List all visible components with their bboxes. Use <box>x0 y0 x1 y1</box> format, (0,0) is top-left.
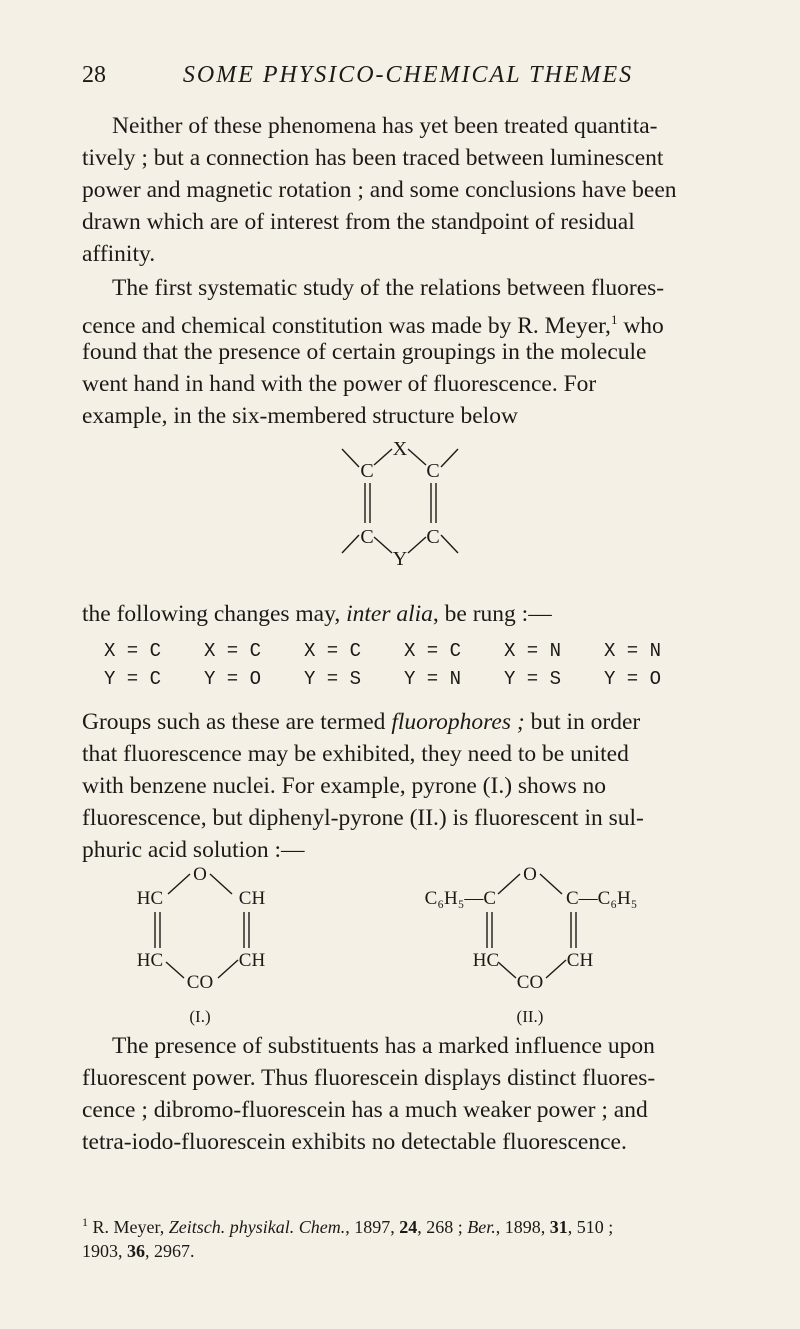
bold-text: 31 <box>549 1217 568 1237</box>
six-membered-ring-diagram <box>0 425 800 595</box>
text-line <box>82 706 740 738</box>
text-fragment: , 2967. <box>145 1241 195 1261</box>
bond-line <box>441 449 458 467</box>
pyrone-structure <box>137 864 266 1026</box>
text-line: fluorescent power. Thus fluorescein displays distinct fluores- <box>82 1065 656 1091</box>
bond-line <box>540 874 562 894</box>
text-line: went hand in hand with the power of fluorescence. For <box>82 371 597 397</box>
bond-line <box>168 874 190 894</box>
bond-line <box>546 960 566 978</box>
text-fragment: , 1897, <box>345 1217 400 1237</box>
ring-atom-c-top-right: C <box>426 460 440 482</box>
text-line: drawn which are of interest from the standpoint of residual <box>82 209 635 235</box>
bond-line <box>374 449 392 465</box>
bond-line <box>498 962 516 978</box>
group-phenyl-left: C₆H₅—C <box>424 888 496 909</box>
atom-o: O <box>193 864 207 885</box>
italic-text: Ber. <box>467 1217 496 1237</box>
paragraph-2 <box>82 272 740 432</box>
bond-line <box>210 874 232 894</box>
group-hc-bottom: HC <box>472 950 500 971</box>
text-fragment: the following changes may, <box>82 601 347 627</box>
relation-cell: Y = N <box>404 668 462 690</box>
group-ch-top: CH <box>238 888 266 909</box>
footnote-ref: 1 <box>610 312 618 327</box>
group-co: CO <box>186 972 214 993</box>
text-fragment: , 510 ; <box>567 1217 614 1237</box>
text-fragment: cence and chemical constitution was made by R. Meyer, <box>82 312 611 339</box>
structure-label: (II.) <box>516 1007 544 1026</box>
atom-o: O <box>523 864 537 885</box>
text-fragment: but in order <box>524 709 641 735</box>
text-fragment: , 268 ; <box>417 1217 468 1237</box>
text-line: Neither of these phenomena has yet been treated quantita- <box>112 113 658 139</box>
relation-cell: X = N <box>504 640 562 662</box>
text-line: phuric acid solution :— <box>82 837 305 863</box>
text-line <box>82 598 740 630</box>
text-line: cence ; dibromo-fluorescein has a much weaker power ; and <box>82 1097 648 1123</box>
ring-atom-c-bottom-right: C <box>426 526 440 548</box>
text-line: fluorescence, but diphenyl-pyrone (II.) is fluorescent in sul- <box>82 805 644 831</box>
diphenyl-pyrone-structure <box>425 864 638 1026</box>
paragraph-4 <box>82 706 740 866</box>
text-line: tetra-iodo-fluorescein exhibits no detectable fluorescence. <box>82 1129 627 1155</box>
text-line: with benzene nuclei. For example, pyrone (I.) shows no <box>82 773 607 799</box>
group-hc-top: HC <box>136 888 164 909</box>
bond-line <box>498 874 520 894</box>
ring-atom-c-top-left: C <box>360 460 374 482</box>
relation-cell: Y = O <box>204 668 262 690</box>
running-title: SOME PHYSICO-CHEMICAL THEMES <box>182 62 634 88</box>
text-fragment: R. Meyer, <box>88 1217 169 1237</box>
paragraph-3 <box>82 598 740 630</box>
text-line: example, in the six-membered structure below <box>82 403 518 429</box>
relation-cell: X = C <box>404 640 462 662</box>
text-fragment: Groups such as these are termed <box>82 709 392 735</box>
group-phenyl-right: C—C₆H₅ <box>566 888 638 909</box>
relation-cell: Y = O <box>604 668 662 690</box>
footnote-line <box>82 1210 740 1239</box>
italic-text: fluorophores ; <box>391 709 525 735</box>
bond-line <box>166 962 184 978</box>
pyrone-structures-diagram <box>0 862 800 1032</box>
relation-cell: X = C <box>104 640 162 662</box>
bond-line <box>342 535 359 553</box>
text-line: power and magnetic rotation ; and some conclusions have been <box>82 177 677 203</box>
text-line: The first systematic study of the relations between fluores- <box>112 275 665 301</box>
ring-atom-c-bottom-left: C <box>360 526 374 548</box>
relation-cell: X = C <box>304 640 362 662</box>
bond-line <box>408 449 426 465</box>
text-line: found that the presence of certain groupings in the molecule <box>82 339 647 365</box>
relations-y-row <box>104 668 704 690</box>
text-line <box>82 304 740 339</box>
bond-line <box>408 537 426 553</box>
text-fragment: 1903, <box>82 1241 127 1261</box>
footnote-line <box>82 1239 740 1263</box>
text-line: affinity. <box>82 241 156 267</box>
text-fragment: , 1898, <box>495 1217 550 1237</box>
group-co: CO <box>516 972 544 993</box>
footnote-marker: 1 <box>82 1215 88 1229</box>
text-line: tively ; but a connection has been traced between luminescent <box>82 145 664 171</box>
relations-x-row <box>104 640 704 662</box>
ring-atom-x: X <box>392 438 408 460</box>
text-fragment: , be rung :— <box>432 601 552 627</box>
paragraph-1 <box>82 110 740 270</box>
relation-cell: Y = C <box>104 668 162 690</box>
text-line: that fluorescence may be exhibited, they need to be united <box>82 741 629 767</box>
bond-line <box>218 960 238 978</box>
group-ch-bottom: CH <box>566 950 594 971</box>
italic-text: inter alia <box>346 601 433 627</box>
relation-cell: Y = S <box>304 668 362 690</box>
paragraph-5 <box>82 1030 740 1158</box>
page-header <box>58 62 758 92</box>
italic-text: Zeitsch. physikal. Chem. <box>168 1217 346 1237</box>
group-hc-bottom: HC <box>136 950 164 971</box>
bond-line <box>441 535 458 553</box>
text-line: The presence of substituents has a marked influence upon <box>112 1033 655 1059</box>
relation-cell: X = N <box>604 640 662 662</box>
bold-text: 24 <box>399 1217 418 1237</box>
footnote <box>82 1210 740 1263</box>
ring-atom-y: Y <box>392 548 408 570</box>
text-fragment: who <box>617 312 664 339</box>
bond-line <box>342 449 359 467</box>
relation-cell: X = C <box>204 640 262 662</box>
group-ch-bottom: CH <box>238 950 266 971</box>
page-number: 28 <box>82 62 106 88</box>
relation-cell: Y = S <box>504 668 562 690</box>
bond-line <box>374 537 392 553</box>
bold-text: 36 <box>127 1241 145 1261</box>
structure-label: (I.) <box>189 1007 211 1026</box>
